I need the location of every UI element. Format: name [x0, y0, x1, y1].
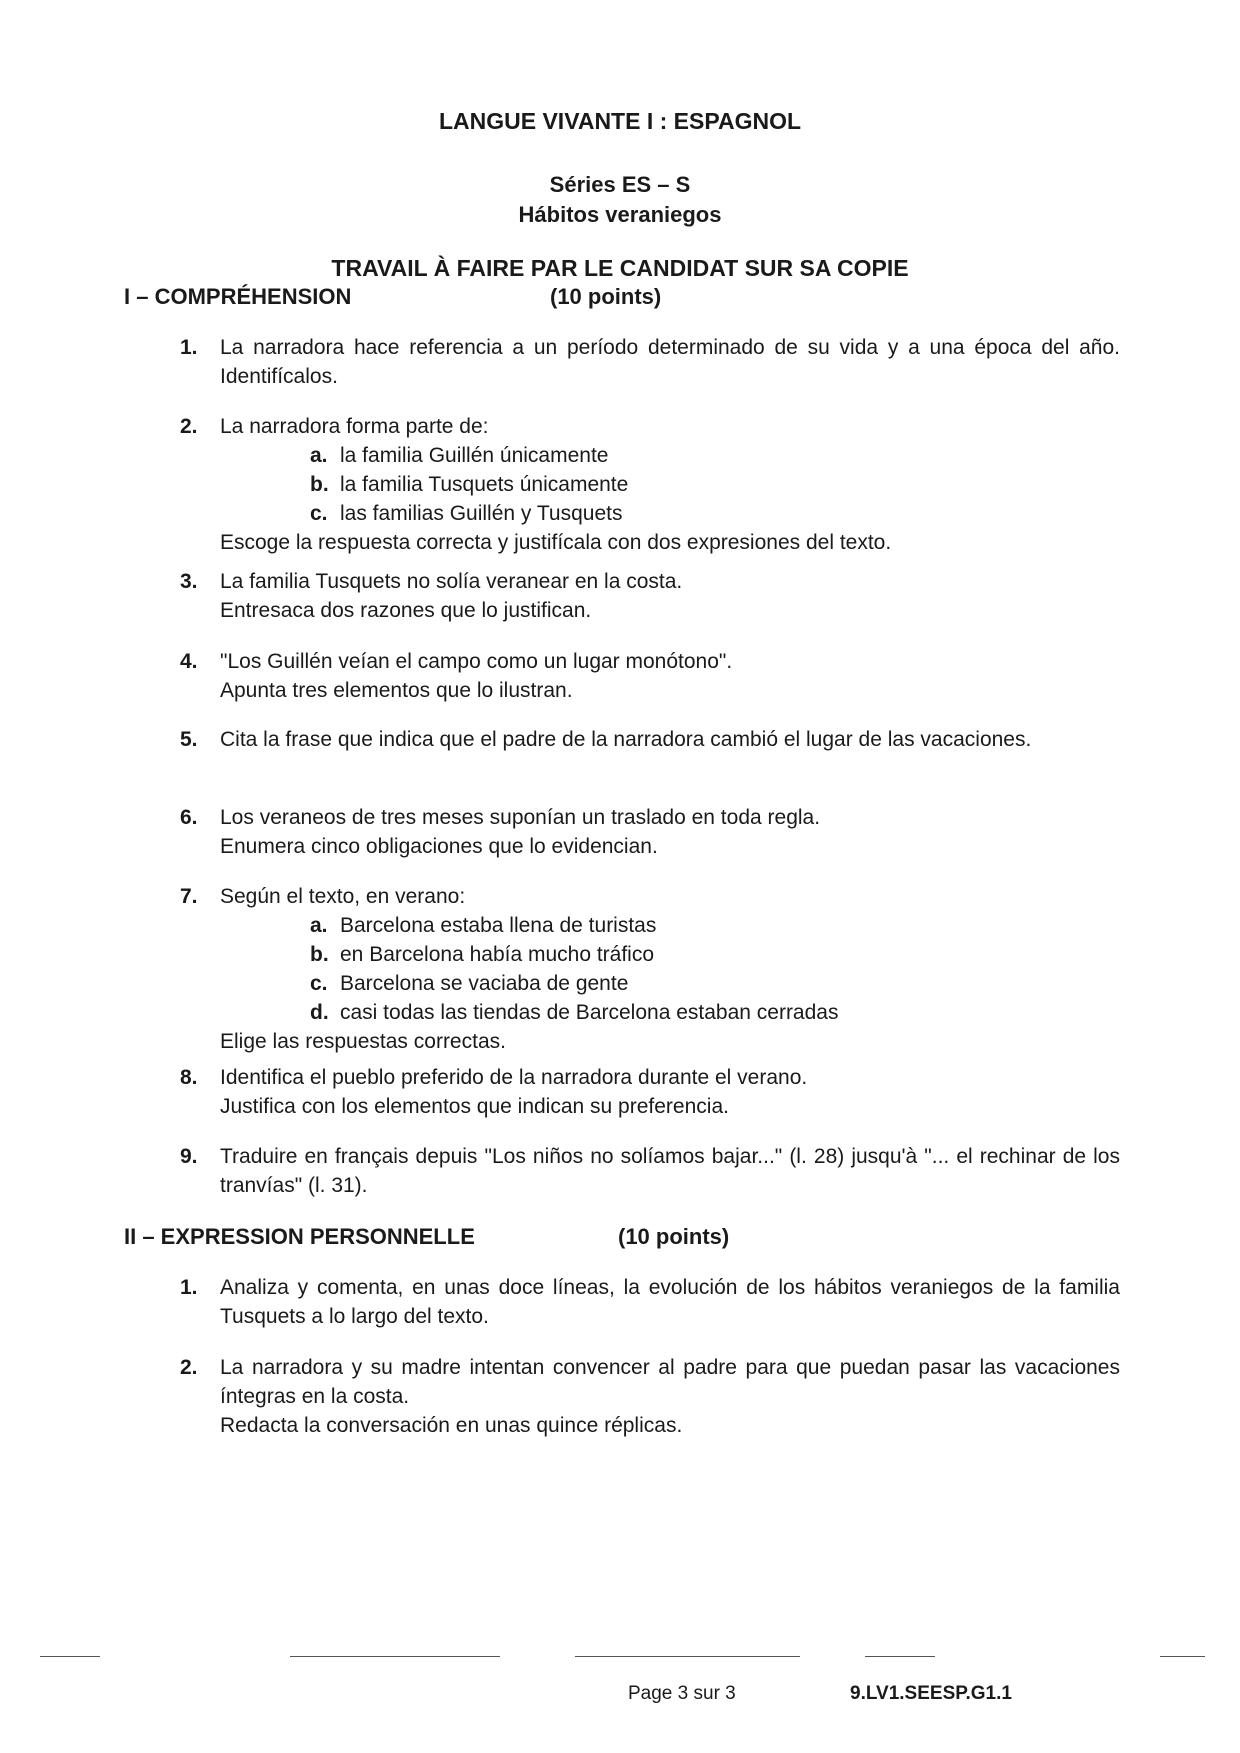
- exam-series: Séries ES – S: [549, 172, 691, 197]
- question-text: La familia Tusquets no solía veranear en la costa.: [220, 570, 683, 593]
- question-instruction: Enumera cinco obligaciones que lo evidencian.: [220, 835, 658, 858]
- question-instruction: Justifica con los elementos que indican su preferencia.: [220, 1095, 729, 1118]
- section-2-heading: [124, 1224, 730, 1250]
- options-list: [310, 441, 1120, 528]
- options-list: [310, 911, 1120, 1027]
- question-number: 5.: [180, 728, 198, 751]
- option-d: d. casi todas las tiendas de Barcelona estaban cerradas: [310, 1001, 839, 1024]
- question-number: 2.: [180, 1356, 198, 1379]
- question-number: 1.: [180, 336, 198, 359]
- question-number: 9.: [180, 1145, 198, 1168]
- section-1-points: (10 points): [550, 284, 662, 309]
- question-1-7: [180, 882, 1120, 1056]
- question-1-5: [180, 725, 1120, 754]
- option-a: a. la familia Guillén únicamente: [310, 444, 609, 467]
- section-2-title: II – EXPRESSION PERSONNELLE: [124, 1224, 475, 1249]
- section-1-title: I – COMPRÉHENSION: [124, 284, 352, 309]
- question-1-4: [180, 647, 1120, 705]
- question-2-2: [180, 1353, 1120, 1440]
- option-c: c. Barcelona se vaciaba de gente: [310, 972, 629, 995]
- question-1-3: [180, 567, 1120, 625]
- footer-rule: [865, 1656, 935, 1657]
- footer-rule: [1160, 1656, 1205, 1657]
- question-instruction: Escoge la respuesta correcta y justifícala con dos expresiones del texto.: [220, 531, 892, 554]
- question-number: 3.: [180, 570, 198, 593]
- question-text: Según el texto, en verano:: [220, 885, 466, 908]
- question-1-8: [180, 1063, 1120, 1121]
- footer-rule: [575, 1656, 800, 1657]
- exam-instruction: TRAVAIL À FAIRE PAR LE CANDIDAT SUR SA COPIE: [331, 255, 909, 281]
- footer-rule: [40, 1656, 100, 1657]
- exam-subject: Hábitos veraniegos: [518, 202, 722, 227]
- question-instruction: Entresaca dos razones que lo justifican.: [220, 599, 592, 622]
- question-number: 1.: [180, 1276, 198, 1299]
- exam-series-block: [0, 170, 1240, 230]
- question-number: 4.: [180, 650, 198, 673]
- question-text: Cita la frase que indica que el padre de la narradora cambió el lugar de las vacaciones.: [220, 728, 1032, 751]
- question-2-1: [180, 1273, 1120, 1331]
- question-number: 6.: [180, 806, 198, 829]
- question-1-9: [180, 1142, 1120, 1200]
- question-text: "Los Guillén veían el campo como un lugar monótono".: [220, 650, 733, 673]
- exam-title: LANGUE VIVANTE I : ESPAGNOL: [438, 108, 802, 134]
- section-1-heading: [124, 284, 662, 310]
- question-text: La narradora y su madre intentan convencer al padre para que puedan pasar las vacaciones íntegras en la costa.: [220, 1356, 1120, 1408]
- question-instruction: Redacta la conversación en unas quince réplicas.: [220, 1414, 683, 1437]
- footer-rule: [290, 1656, 500, 1657]
- page-number: Page 3 sur 3: [628, 1683, 736, 1704]
- question-text: Analiza y comenta, en unas doce líneas, la evolución de los hábitos veraniegos de la familia Tusquets a lo largo del texto.: [220, 1276, 1120, 1328]
- option-a: a. Barcelona estaba llena de turistas: [310, 914, 657, 937]
- question-number: 8.: [180, 1066, 198, 1089]
- question-text: La narradora hace referencia a un período determinado de su vida y a una época del año. Identifícalos.: [220, 336, 1120, 388]
- question-instruction: Apunta tres elementos que lo ilustran.: [220, 679, 573, 702]
- question-text: Identifica el pueblo preferido de la narradora durante el verano.: [220, 1066, 808, 1089]
- option-b: b. en Barcelona había mucho tráfico: [310, 943, 655, 966]
- option-b: b. la familia Tusquets únicamente: [310, 473, 629, 496]
- section-2-points: (10 points): [618, 1224, 730, 1249]
- document-code: 9.LV1.SEESP.G1.1: [850, 1683, 1012, 1704]
- question-number: 2.: [180, 415, 198, 438]
- question-1-6: [180, 803, 1120, 861]
- question-1-1: [180, 333, 1120, 391]
- question-text: La narradora forma parte de:: [220, 415, 489, 438]
- question-instruction: Elige las respuestas correctas.: [220, 1030, 506, 1053]
- question-number: 7.: [180, 885, 198, 908]
- question-1-2: [180, 412, 1120, 557]
- question-text: Traduire en français depuis "Los niños no solíamos bajar..." (l. 28) jusqu'à "... el rechinar de los tranvías" (l. 31).: [220, 1145, 1120, 1197]
- question-text: Los veraneos de tres meses suponían un traslado en toda regla.: [220, 806, 821, 829]
- option-c: c. las familias Guillén y Tusquets: [310, 502, 623, 525]
